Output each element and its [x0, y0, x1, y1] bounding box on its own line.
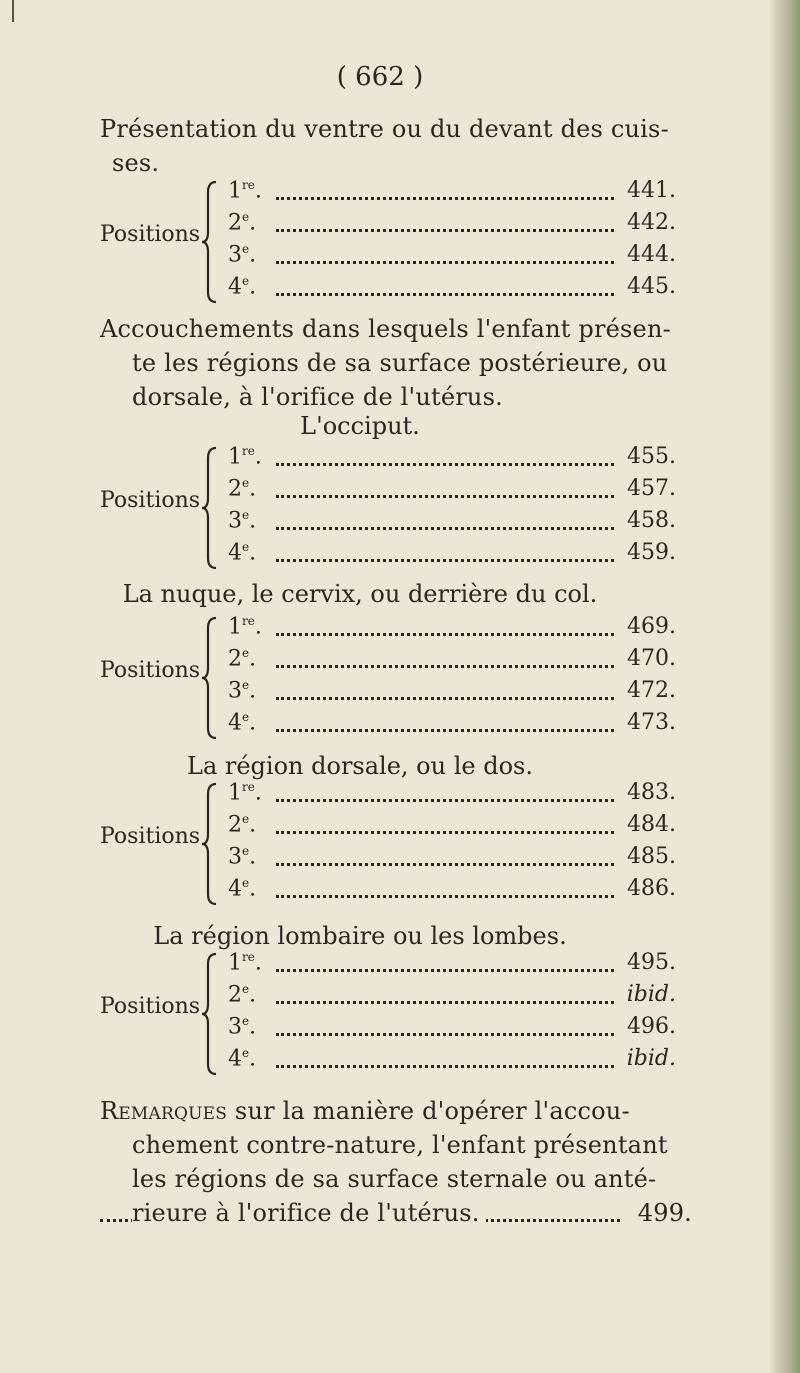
position-entry [228, 242, 676, 274]
position-entry [228, 274, 676, 306]
page-reference: 470. [627, 646, 676, 671]
leader-dots [276, 261, 614, 264]
ordinal-number: 3 [228, 844, 242, 870]
ordinal-number: 4 [228, 710, 242, 736]
leader-dots [276, 229, 614, 232]
page-reference: 495. [627, 950, 676, 975]
page-reference: 496. [627, 1014, 676, 1039]
page-reference: ibid. [626, 1046, 676, 1071]
leader-dots [276, 799, 614, 802]
leader-dots [276, 665, 614, 668]
leader-dots [276, 293, 614, 296]
page-reference: 458. [627, 508, 676, 533]
leader-dots [276, 463, 614, 466]
positions-group-4 [100, 780, 680, 910]
ordinal-number: 4 [228, 274, 242, 300]
ordinal-suffix: e [242, 876, 250, 890]
position-entry [228, 844, 676, 876]
ordinal-suffix: e [242, 274, 250, 288]
position-ordinal: 2e. [228, 812, 257, 838]
positions-label: Positions [100, 222, 201, 247]
ordinal-number: 4 [228, 1046, 242, 1072]
ordinal-suffix: e [242, 476, 250, 490]
page-edge-strip [770, 0, 800, 1373]
position-ordinal: 3e. [228, 844, 257, 870]
ordinal-number: 3 [228, 1014, 242, 1040]
heading-occiput: L'occiput. [300, 412, 420, 440]
heading-lombaire: La région lombaire ou les lombes. [153, 922, 567, 950]
leader-dots [276, 495, 614, 498]
positions-group-3 [100, 614, 680, 744]
position-ordinal: 4e. [228, 710, 257, 736]
ordinal-suffix: e [242, 1014, 250, 1028]
position-entry [228, 444, 676, 476]
positions-group-5 [100, 950, 680, 1080]
position-ordinal: 1re. [228, 178, 262, 204]
heading-nuque: La nuque, le cervix, ou derrière du col. [122, 580, 598, 608]
ordinal-suffix: e [242, 812, 250, 826]
page-reference: 485. [627, 844, 676, 869]
ordinal-suffix: e [242, 210, 250, 224]
leader-dots [276, 197, 614, 200]
position-ordinal: 3e. [228, 678, 257, 704]
page-reference: 441. [627, 178, 676, 203]
leader-dots [276, 895, 614, 898]
ordinal-suffix: e [242, 540, 250, 554]
position-ordinal: 2e. [228, 982, 257, 1008]
position-entry [228, 780, 676, 812]
ordinal-number: 1 [228, 780, 242, 806]
position-ordinal: 3e. [228, 1014, 257, 1040]
intro-paragraph [100, 112, 669, 180]
remarks-line-4 [100, 1196, 692, 1230]
page-reference: 457. [627, 476, 676, 501]
curly-brace-icon [200, 446, 218, 570]
curly-brace-icon [200, 782, 218, 906]
ordinal-number: 1 [228, 178, 242, 204]
leader-dots [276, 729, 614, 732]
gutter-mark [12, 0, 14, 22]
leader-dots [276, 1065, 614, 1068]
position-ordinal: 1re. [228, 614, 262, 640]
leader-dots [276, 1001, 614, 1004]
position-entry [228, 210, 676, 242]
remarks-smallcaps: Remarques [100, 1097, 228, 1125]
position-ordinal: 2e. [228, 210, 257, 236]
ordinal-suffix: e [242, 710, 250, 724]
curly-brace-icon [200, 616, 218, 740]
positions-label: Positions [100, 488, 201, 513]
positions-label: Positions [100, 658, 201, 683]
ordinal-suffix: e [242, 646, 250, 660]
ordinal-number: 2 [228, 476, 242, 502]
position-entry [228, 508, 676, 540]
position-entry [228, 982, 676, 1014]
position-ordinal: 2e. [228, 646, 257, 672]
position-entry [228, 476, 676, 508]
ordinal-number: 4 [228, 876, 242, 902]
leader-dots [276, 1033, 614, 1036]
ordinal-number: 1 [228, 444, 242, 470]
page-reference: 469. [627, 614, 676, 639]
ordinal-number: 4 [228, 540, 242, 566]
ordinal-number: 2 [228, 210, 242, 236]
position-entry [228, 678, 676, 710]
position-ordinal: 1re. [228, 950, 262, 976]
ordinal-suffix: re [242, 950, 255, 964]
ordinal-suffix: e [242, 982, 250, 996]
leader-dots [276, 969, 614, 972]
ordinal-number: 2 [228, 982, 242, 1008]
remarks-line-1-rest: sur la manière d'opérer l'accou- [227, 1097, 630, 1125]
position-ordinal: 4e. [228, 540, 257, 566]
leader-dots [276, 527, 614, 530]
ordinal-number: 3 [228, 508, 242, 534]
leader-dots [276, 559, 614, 562]
position-ordinal: 2e. [228, 476, 257, 502]
page-reference: 444. [627, 242, 676, 267]
position-ordinal: 3e. [228, 242, 257, 268]
ordinal-suffix: e [242, 1046, 250, 1060]
position-ordinal: 1re. [228, 780, 262, 806]
leader-dots [276, 697, 614, 700]
leader-dots [276, 831, 614, 834]
remarks-line-3: les régions de sa surface sternale ou anté- [132, 1165, 657, 1193]
position-entry [228, 178, 676, 210]
curly-brace-icon [200, 952, 218, 1076]
section2-paragraph [100, 312, 671, 414]
page-reference: 483. [627, 780, 676, 805]
page-reference: ibid. [626, 982, 676, 1007]
section2-line-3: dorsale, à l'orifice de l'utérus. [132, 383, 503, 411]
page-reference: 455. [627, 444, 676, 469]
leader-dots [276, 633, 614, 636]
position-entry [228, 876, 676, 908]
ordinal-number: 3 [228, 242, 242, 268]
remarks-page-ref: 499. [637, 1199, 692, 1227]
remarks-line-1 [100, 1094, 692, 1128]
intro-line-1: Présentation du ventre ou du devant des cuis- [100, 115, 669, 143]
position-entry [228, 646, 676, 678]
remarks-paragraph [100, 1094, 692, 1230]
section2-line-1: Accouchements dans lesquels l'enfant présen- [100, 315, 671, 343]
position-entry [228, 1046, 676, 1078]
page-number: ( 662 ) [336, 62, 424, 92]
ordinal-number: 1 [228, 614, 242, 640]
leader-dots [276, 863, 614, 866]
position-entry [228, 710, 676, 742]
position-entry [228, 950, 676, 982]
page-reference: 473. [627, 710, 676, 735]
page-reference: 442. [627, 210, 676, 235]
ordinal-suffix: e [242, 844, 250, 858]
ordinal-suffix: re [242, 780, 255, 794]
position-entry [228, 1014, 676, 1046]
position-entry [228, 812, 676, 844]
position-ordinal: 4e. [228, 1046, 257, 1072]
ordinal-number: 3 [228, 678, 242, 704]
ordinal-suffix: e [242, 678, 250, 692]
positions-group-1 [100, 178, 680, 308]
heading-dorsale: La région dorsale, ou le dos. [187, 752, 533, 780]
curly-brace-icon [200, 180, 218, 304]
position-ordinal: 4e. [228, 274, 257, 300]
positions-group-2 [100, 444, 680, 574]
position-ordinal: 3e. [228, 508, 257, 534]
position-ordinal: 4e. [228, 876, 257, 902]
ordinal-suffix: re [242, 444, 255, 458]
section2-line-2: te les régions de sa surface postérieure, ou [132, 349, 668, 377]
page-reference: 445. [627, 274, 676, 299]
page-reference: 459. [627, 540, 676, 565]
ordinal-suffix: e [242, 508, 250, 522]
position-entry [228, 540, 676, 572]
remarks-line-4-text: rieure à l'orifice de l'utérus. [132, 1199, 486, 1227]
ordinal-number: 2 [228, 646, 242, 672]
ordinal-number: 1 [228, 950, 242, 976]
ordinal-suffix: re [242, 614, 255, 628]
intro-line-2: ses. [112, 149, 160, 177]
positions-label: Positions [100, 994, 201, 1019]
page-reference: 484. [627, 812, 676, 837]
ordinal-number: 2 [228, 812, 242, 838]
ordinal-suffix: e [242, 242, 250, 256]
page-reference: 472. [627, 678, 676, 703]
page-reference: 486. [627, 876, 676, 901]
positions-label: Positions [100, 824, 201, 849]
position-ordinal: 1re. [228, 444, 262, 470]
position-entry [228, 614, 676, 646]
ordinal-suffix: re [242, 178, 255, 192]
remarks-line-2: chement contre-nature, l'enfant présentant [132, 1131, 668, 1159]
